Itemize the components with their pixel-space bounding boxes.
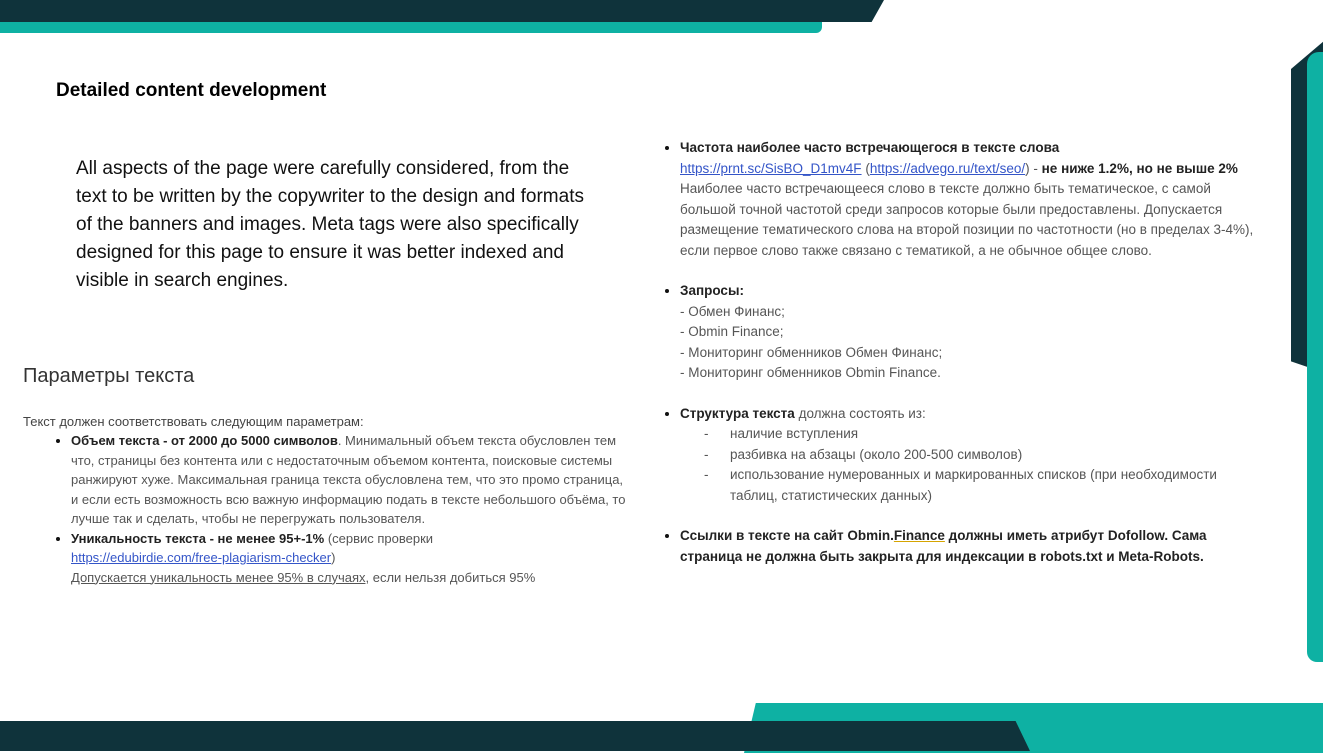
structure-item: - наличие вступления [704,424,1266,445]
query-line: - Мониторинг обменников Обмен Финанс; [680,344,943,360]
list-item-structure [680,404,1266,507]
doc-excerpt-text-parameters [23,365,633,587]
frequency-text: Наиболее часто встречающееся слово в тексте должно быть тематическое, с самой большой точной частотой среди запросов которые были предоставлены. Допускается размещение тематического слова на второй позиции по частотности (но в пределах 3-4%), если первое слово также связано с тематикой, а не обычное общее слово. [680,181,1254,258]
query-line: - Мониторинг обменников Obmin Finance. [680,365,941,380]
top-dark-bar [0,0,884,22]
doc-excerpt-requirements [656,138,1266,587]
slide-summary: All aspects of the page were carefully considered, from the text to be written by the copywriter to the design and formats of the banners and images. Meta tags were also specifically designed for this page to ensure it was better indexed and visible in search engines. [76,158,584,291]
list-item-uniqueness [71,529,633,588]
queries-bold: Запросы: [680,283,744,298]
frequency-range: не ниже 1.2%, но не выше 2% [1041,160,1238,176]
advego-link[interactable]: https://advego.ru/text/seo/ [869,160,1026,176]
list-item-queries [680,281,1266,384]
prnt-link[interactable]: https://prnt.sc/SisBO_D1mv4F [680,160,862,176]
volume-bold: Объем текста - от 2000 до 5000 символов [71,433,338,448]
links-text-2: должны иметь атрибут Dofollow. Сама страница не должна быть закрыта для индексации в robots.txt и Meta-Robots. [680,528,1207,564]
links-text-1: Ссылки в тексте на сайт Obmin. [680,528,894,543]
right-teal-bar [1307,52,1323,662]
query-line: - Obmin Finance; [680,324,784,339]
bottom-dark-bar [0,721,1030,751]
structure-bold: Структура текста [680,405,795,421]
paren-close: ) [331,550,336,565]
structure-item: - разбивка на абзацы (около 200-500 символов) [704,445,1266,466]
frequency-bold: Частота наиболее часто встречающегося в тексте слова [680,140,1060,155]
uniqueness-text: (сервис проверки [324,530,434,546]
uniqueness-exception: Допускается уникальность менее 95% в случаях [71,569,366,585]
doc-intro: Текст должен соответствовать следующим параметрам: [23,414,364,429]
parameters-list [23,431,633,587]
paren-open: ( [861,160,870,176]
structure-text: должна состоять из: [794,405,926,421]
structure-item: - использование нумерованных и маркированных списков (при необходимости таблиц, статистических данных) [704,465,1266,506]
plagiarism-checker-link[interactable]: https://edubirdie.com/free-plagiarism-checker [71,550,332,565]
list-item-frequency [680,138,1266,261]
paren-close: ) - [1025,160,1042,176]
links-finance-word: Finance [893,528,945,543]
uniqueness-tail: , если нельзя добиться 95% [365,569,536,585]
query-line: - Обмен Финанс; [680,303,785,319]
doc-heading: Параметры текста [23,365,195,387]
slide-title: Detailed content development [56,80,327,101]
top-teal-bar [0,22,822,33]
list-item-volume [71,431,633,529]
list-item-links [680,526,1266,567]
volume-text: . Минимальный объем текста обусловлен тем что, страницы без контента или с недостаточным объемом контента, поисковые системы ранжируют хуже. Максимальная граница текста обусловлена тем, что это промо страница, и если есть возможность всю важную информацию подать в тексте небольшого объёма, то лучше так и сделать, чтобы не перегружать пользователя. [71,433,626,526]
structure-sublist [680,424,1266,506]
uniqueness-bold: Уникальность текста - не менее 95+-1% [71,530,325,546]
requirements-list [656,138,1266,567]
